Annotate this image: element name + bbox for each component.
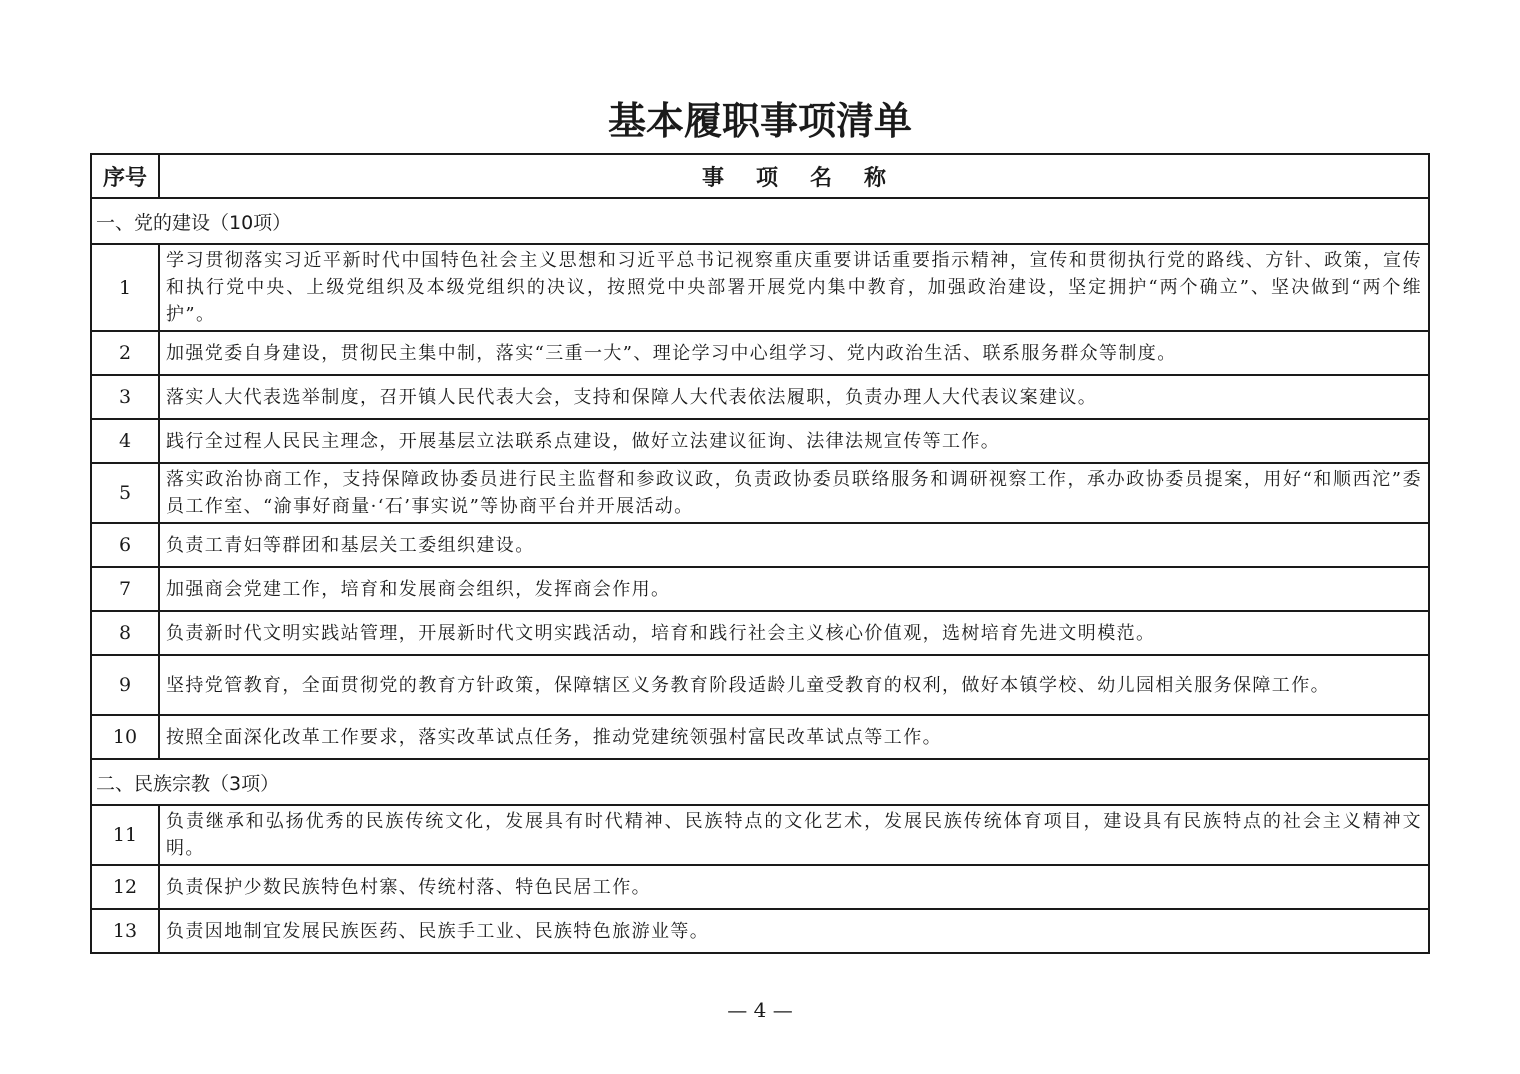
section-label: 一、党的建设（10项） <box>91 198 1429 244</box>
item-number: 10 <box>91 715 159 759</box>
page-number: — 4 — <box>727 998 793 1022</box>
document-title: 基本履职事项清单 <box>607 98 912 143</box>
table-row <box>91 523 1429 567</box>
item-text: 按照全面深化改革工作要求，落实改革试点任务，推动党建统领强村富民改革试点等工作。 <box>159 715 1429 759</box>
item-text: 负责保护少数民族特色村寨、传统村落、特色民居工作。 <box>159 865 1429 909</box>
item-number: 9 <box>91 655 159 715</box>
section-row <box>91 198 1429 244</box>
table-row <box>91 655 1429 715</box>
item-number: 13 <box>91 909 159 953</box>
item-text: 践行全过程人民民主理念，开展基层立法联系点建设，做好立法建议征询、法律法规宣传等工作。 <box>159 419 1429 463</box>
table-row <box>91 865 1429 909</box>
item-number: 12 <box>91 865 159 909</box>
item-number: 1 <box>91 244 159 331</box>
item-text: 落实政治协商工作，支持保障政协委员进行民主监督和参政议政，负责政协委员联络服务和调研视察工作，承办政协委员提案，用好“和顺西沱”委员工作室、“渝事好商量·‘石’事实说”等协商平台并开展活动。 <box>159 463 1429 523</box>
item-text: 负责工青妇等群团和基层关工委组织建设。 <box>159 523 1429 567</box>
table-row <box>91 375 1429 419</box>
table-row <box>91 909 1429 953</box>
item-text: 负责继承和弘扬优秀的民族传统文化，发展具有时代精神、民族特点的文化艺术，发展民族传统体育项目，建设具有民族特点的社会主义精神文明。 <box>159 805 1429 865</box>
table-header-row <box>91 154 1429 198</box>
table-row <box>91 244 1429 331</box>
item-number: 4 <box>91 419 159 463</box>
item-text: 坚持党管教育，全面贯彻党的教育方针政策，保障辖区义务教育阶段适龄儿童受教育的权利，做好本镇学校、幼儿园相关服务保障工作。 <box>159 655 1429 715</box>
table-row <box>91 331 1429 375</box>
item-text: 加强党委自身建设，贯彻民主集中制，落实“三重一大”、理论学习中心组学习、党内政治生活、联系服务群众等制度。 <box>159 331 1429 375</box>
item-number: 11 <box>91 805 159 865</box>
table-row <box>91 715 1429 759</box>
item-text: 落实人大代表选举制度，召开镇人民代表大会，支持和保障人大代表依法履职，负责办理人大代表议案建议。 <box>159 375 1429 419</box>
table-row <box>91 463 1429 523</box>
section-label: 二、民族宗教（3项） <box>91 759 1429 805</box>
item-number: 2 <box>91 331 159 375</box>
table-row <box>91 419 1429 463</box>
section-row <box>91 759 1429 805</box>
table-row <box>91 611 1429 655</box>
table-row <box>91 567 1429 611</box>
item-number: 7 <box>91 567 159 611</box>
header-item-name: 事项名称 <box>159 154 1429 198</box>
table-row <box>91 805 1429 865</box>
item-text: 负责新时代文明实践站管理，开展新时代文明实践活动，培育和践行社会主义核心价值观，选树培育先进文明模范。 <box>159 611 1429 655</box>
item-number: 5 <box>91 463 159 523</box>
item-number: 6 <box>91 523 159 567</box>
item-text: 加强商会党建工作，培育和发展商会组织，发挥商会作用。 <box>159 567 1429 611</box>
item-number: 8 <box>91 611 159 655</box>
item-text: 学习贯彻落实习近平新时代中国特色社会主义思想和习近平总书记视察重庆重要讲话重要指示精神，宣传和贯彻执行党的路线、方针、政策，宣传和执行党中央、上级党组织及本级党组织的决议，按照党中央部署开展党内集中教育，加强政治建设，坚定拥护“两个确立”、坚决做到“两个维护”。 <box>159 244 1429 331</box>
header-number: 序号 <box>91 154 159 198</box>
item-number: 3 <box>91 375 159 419</box>
duty-list-table <box>90 153 1430 954</box>
item-text: 负责因地制宜发展民族医药、民族手工业、民族特色旅游业等。 <box>159 909 1429 953</box>
